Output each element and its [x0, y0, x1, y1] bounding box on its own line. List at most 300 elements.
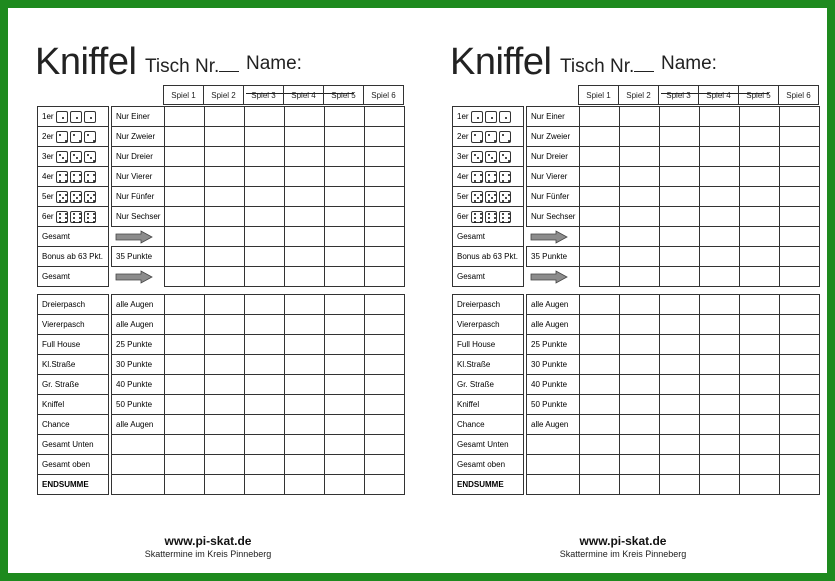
- score-cell[interactable]: [699, 146, 740, 167]
- score-cell[interactable]: [739, 354, 780, 375]
- score-cell[interactable]: [619, 394, 660, 415]
- score-cell[interactable]: [284, 186, 325, 207]
- score-cell[interactable]: [779, 414, 820, 435]
- pip: [93, 221, 95, 223]
- score-cell[interactable]: [204, 374, 245, 395]
- pip: [480, 174, 482, 176]
- score-cell[interactable]: [699, 246, 740, 267]
- score-cell[interactable]: [164, 186, 205, 207]
- pip: [65, 213, 67, 215]
- score-cell[interactable]: [284, 474, 325, 495]
- score-cell[interactable]: [579, 434, 620, 455]
- score-row: [37, 374, 405, 395]
- score-cell[interactable]: [739, 106, 780, 127]
- score-cell[interactable]: [579, 106, 620, 127]
- row-label: [452, 474, 524, 495]
- score-cell[interactable]: [284, 314, 325, 335]
- score-cell[interactable]: [364, 126, 405, 147]
- score-cell[interactable]: [619, 374, 660, 395]
- score-row: [452, 294, 820, 315]
- score-cell[interactable]: [204, 474, 245, 495]
- score-cell[interactable]: [284, 206, 325, 227]
- score-cell[interactable]: [164, 246, 205, 267]
- row-label: [452, 394, 524, 415]
- score-cell[interactable]: [324, 166, 365, 187]
- score-cell[interactable]: [244, 314, 285, 335]
- score-cell[interactable]: [244, 334, 285, 355]
- score-cell[interactable]: [364, 434, 405, 455]
- score-cell[interactable]: [244, 106, 285, 127]
- score-cell[interactable]: [779, 354, 820, 375]
- score-cell[interactable]: [164, 166, 205, 187]
- row-label-text: 1er: [457, 112, 469, 121]
- score-cell[interactable]: [699, 126, 740, 147]
- score-cell[interactable]: [739, 146, 780, 167]
- pip: [494, 200, 496, 202]
- score-cell[interactable]: [244, 266, 285, 287]
- score-cell[interactable]: [284, 146, 325, 167]
- score-cell[interactable]: [579, 246, 620, 267]
- score-cell[interactable]: [204, 126, 245, 147]
- score-cell[interactable]: [284, 126, 325, 147]
- die-2-icon: [471, 131, 483, 143]
- pip: [65, 180, 67, 182]
- score-cell[interactable]: [204, 354, 245, 375]
- score-cell[interactable]: [659, 206, 700, 227]
- score-cell[interactable]: [699, 166, 740, 187]
- score-cell[interactable]: [779, 226, 820, 247]
- score-cell[interactable]: [579, 294, 620, 315]
- score-cell[interactable]: [699, 106, 740, 127]
- score-cell[interactable]: [244, 374, 285, 395]
- score-cell[interactable]: [324, 334, 365, 355]
- score-cell[interactable]: [284, 374, 325, 395]
- score-cell[interactable]: [204, 226, 245, 247]
- score-cell[interactable]: [579, 226, 620, 247]
- score-cell[interactable]: [164, 146, 205, 167]
- score-cell[interactable]: [699, 206, 740, 227]
- score-cell[interactable]: [204, 146, 245, 167]
- score-cell[interactable]: [244, 166, 285, 187]
- score-cell[interactable]: [699, 186, 740, 207]
- score-cell[interactable]: [364, 186, 405, 207]
- score-cell[interactable]: [699, 474, 740, 495]
- game-column-header: Spiel 4: [283, 85, 324, 105]
- row-label-text: Bonus ab 63 Pkt.: [42, 252, 103, 261]
- score-cell[interactable]: [619, 126, 660, 147]
- score-cell[interactable]: [364, 354, 405, 375]
- die-1-icon: [485, 111, 497, 123]
- score-cell[interactable]: [659, 434, 700, 455]
- score-cell[interactable]: [324, 394, 365, 415]
- score-cell[interactable]: [619, 474, 660, 495]
- score-cell[interactable]: [284, 266, 325, 287]
- score-cell[interactable]: [324, 146, 365, 167]
- score-cell[interactable]: [244, 474, 285, 495]
- row-label-text: Gesamt: [457, 272, 486, 281]
- score-cell[interactable]: [364, 166, 405, 187]
- score-cell[interactable]: [164, 374, 205, 395]
- score-cell[interactable]: [204, 314, 245, 335]
- score-cell[interactable]: [164, 454, 205, 475]
- die-3-icon: [485, 151, 497, 163]
- score-cell[interactable]: [659, 266, 700, 287]
- score-cell[interactable]: [579, 374, 620, 395]
- row-label: [37, 434, 109, 455]
- score-cell[interactable]: [579, 186, 620, 207]
- score-cell[interactable]: [699, 454, 740, 475]
- score-cell[interactable]: [164, 394, 205, 415]
- score-cell[interactable]: [779, 186, 820, 207]
- score-cell[interactable]: [779, 166, 820, 187]
- score-cell[interactable]: [324, 314, 365, 335]
- score-cell[interactable]: [659, 394, 700, 415]
- score-cell[interactable]: [739, 414, 780, 435]
- score-cell[interactable]: [739, 334, 780, 355]
- score-cell[interactable]: [779, 394, 820, 415]
- score-cell[interactable]: [244, 294, 285, 315]
- score-cell[interactable]: [364, 146, 405, 167]
- score-cell[interactable]: [699, 394, 740, 415]
- pip: [87, 180, 89, 182]
- score-cell[interactable]: [364, 454, 405, 475]
- score-cell[interactable]: [164, 434, 205, 455]
- row-label-text: Chance: [457, 420, 485, 429]
- score-cell[interactable]: [579, 414, 620, 435]
- score-cell[interactable]: [364, 246, 405, 267]
- pip: [508, 194, 510, 196]
- row-description-text: Nur Dreier: [531, 152, 568, 161]
- score-cell[interactable]: [619, 226, 660, 247]
- score-cell[interactable]: [619, 354, 660, 375]
- score-cell[interactable]: [579, 314, 620, 335]
- score-cell[interactable]: [364, 414, 405, 435]
- score-cell[interactable]: [699, 354, 740, 375]
- die-4-icon: [70, 171, 82, 183]
- score-cell[interactable]: [164, 206, 205, 227]
- row-description-text: 35 Punkte: [531, 252, 568, 261]
- score-cell[interactable]: [779, 126, 820, 147]
- pip: [90, 157, 92, 159]
- score-cell[interactable]: [779, 374, 820, 395]
- score-cell[interactable]: [779, 314, 820, 335]
- tisch-input-line[interactable]: [634, 53, 654, 72]
- score-cell[interactable]: [244, 226, 285, 247]
- footer-url[interactable]: www.pi-skat.de: [164, 534, 252, 548]
- score-cell[interactable]: [619, 314, 660, 335]
- score-cell[interactable]: [699, 334, 740, 355]
- score-cell[interactable]: [324, 454, 365, 475]
- score-cell[interactable]: [164, 226, 205, 247]
- score-cell[interactable]: [284, 106, 325, 127]
- score-cell[interactable]: [284, 414, 325, 435]
- die-4-icon: [485, 171, 497, 183]
- score-cell[interactable]: [164, 334, 205, 355]
- score-cell[interactable]: [204, 454, 245, 475]
- die-3-icon: [70, 151, 82, 163]
- row-label-text: Bonus ab 63 Pkt.: [457, 252, 518, 261]
- row-label-text: 1er: [42, 112, 54, 121]
- pip: [90, 197, 92, 199]
- score-cell[interactable]: [739, 126, 780, 147]
- score-cell[interactable]: [284, 354, 325, 375]
- row-description-text: Nur Fünfer: [531, 192, 570, 201]
- score-cell[interactable]: [364, 106, 405, 127]
- score-cell[interactable]: [324, 414, 365, 435]
- score-cell[interactable]: [244, 454, 285, 475]
- score-cell[interactable]: [659, 126, 700, 147]
- score-cell[interactable]: [619, 106, 660, 127]
- score-cell[interactable]: [364, 294, 405, 315]
- score-cell[interactable]: [779, 106, 820, 127]
- score-cell[interactable]: [364, 334, 405, 355]
- score-cell[interactable]: [579, 334, 620, 355]
- die-5-icon: [471, 191, 483, 203]
- score-cell[interactable]: [739, 246, 780, 267]
- row-description: [526, 226, 580, 247]
- row-label-text: Gesamt: [42, 272, 71, 281]
- score-cell[interactable]: [324, 434, 365, 455]
- row-description-text: 40 Punkte: [531, 380, 568, 389]
- score-cell[interactable]: [204, 434, 245, 455]
- score-cell[interactable]: [699, 226, 740, 247]
- score-cell[interactable]: [699, 374, 740, 395]
- pip: [474, 180, 476, 182]
- score-cell[interactable]: [739, 186, 780, 207]
- score-cell[interactable]: [324, 374, 365, 395]
- score-cell[interactable]: [739, 294, 780, 315]
- score-cell[interactable]: [699, 294, 740, 315]
- arrow-right-icon: [530, 270, 568, 284]
- score-row: [37, 246, 405, 267]
- score-cell[interactable]: [204, 106, 245, 127]
- die-3-icon: [499, 151, 511, 163]
- score-cell[interactable]: [324, 126, 365, 147]
- score-cell[interactable]: [779, 474, 820, 495]
- score-cell[interactable]: [699, 314, 740, 335]
- row-label: [37, 186, 109, 207]
- score-cell[interactable]: [284, 166, 325, 187]
- score-cell[interactable]: [779, 454, 820, 475]
- score-cell[interactable]: [619, 334, 660, 355]
- score-cell[interactable]: [739, 166, 780, 187]
- score-cell[interactable]: [659, 226, 700, 247]
- score-cell[interactable]: [619, 454, 660, 475]
- score-cell[interactable]: [164, 474, 205, 495]
- score-cell[interactable]: [659, 414, 700, 435]
- score-cell[interactable]: [579, 166, 620, 187]
- score-cell[interactable]: [324, 474, 365, 495]
- score-cell[interactable]: [164, 126, 205, 147]
- score-cell[interactable]: [619, 266, 660, 287]
- score-cell[interactable]: [739, 266, 780, 287]
- score-cell[interactable]: [619, 294, 660, 315]
- score-cell[interactable]: [244, 126, 285, 147]
- score-cell[interactable]: [324, 354, 365, 375]
- score-cell[interactable]: [739, 394, 780, 415]
- score-cell[interactable]: [659, 454, 700, 475]
- score-cell[interactable]: [204, 246, 245, 267]
- row-label-text: Kl.Straße: [457, 360, 491, 369]
- score-cell[interactable]: [324, 246, 365, 267]
- score-cell[interactable]: [659, 374, 700, 395]
- score-cell[interactable]: [284, 454, 325, 475]
- score-cell[interactable]: [739, 314, 780, 335]
- die-3-icon: [471, 151, 483, 163]
- score-cell[interactable]: [284, 294, 325, 315]
- row-description: [526, 126, 580, 147]
- score-cell[interactable]: [244, 206, 285, 227]
- score-cell[interactable]: [619, 146, 660, 167]
- score-cell[interactable]: [779, 146, 820, 167]
- score-cell[interactable]: [244, 354, 285, 375]
- score-cell[interactable]: [244, 246, 285, 267]
- score-cell[interactable]: [619, 166, 660, 187]
- pip: [502, 154, 504, 156]
- row-description: [111, 226, 165, 247]
- score-cell[interactable]: [619, 434, 660, 455]
- score-row: [37, 334, 405, 355]
- score-cell[interactable]: [324, 106, 365, 127]
- score-cell[interactable]: [579, 454, 620, 475]
- score-cell[interactable]: [659, 314, 700, 335]
- score-cell[interactable]: [659, 294, 700, 315]
- score-cell[interactable]: [204, 206, 245, 227]
- score-cell[interactable]: [739, 474, 780, 495]
- pip: [494, 140, 496, 142]
- score-cell[interactable]: [244, 434, 285, 455]
- score-cell[interactable]: [739, 454, 780, 475]
- score-cell[interactable]: [284, 434, 325, 455]
- row-label: [452, 106, 524, 127]
- score-cell[interactable]: [779, 294, 820, 315]
- score-cell[interactable]: [739, 226, 780, 247]
- pip: [65, 160, 67, 162]
- score-cell[interactable]: [204, 334, 245, 355]
- score-cell[interactable]: [204, 186, 245, 207]
- score-cell[interactable]: [659, 354, 700, 375]
- score-cell[interactable]: [364, 314, 405, 335]
- score-cell[interactable]: [244, 394, 285, 415]
- pip: [477, 157, 479, 159]
- score-cell[interactable]: [779, 246, 820, 267]
- score-cell[interactable]: [324, 226, 365, 247]
- score-cell[interactable]: [164, 314, 205, 335]
- pip: [480, 213, 482, 215]
- score-cell[interactable]: [364, 206, 405, 227]
- pip: [480, 140, 482, 142]
- score-cell[interactable]: [659, 334, 700, 355]
- score-cell[interactable]: [579, 266, 620, 287]
- score-cell[interactable]: [204, 394, 245, 415]
- footer-url[interactable]: www.pi-skat.de: [579, 534, 667, 548]
- row-description-text: alle Augen: [531, 320, 569, 329]
- score-cell[interactable]: [659, 474, 700, 495]
- score-cell[interactable]: [364, 474, 405, 495]
- score-cell[interactable]: [164, 266, 205, 287]
- score-cell[interactable]: [284, 226, 325, 247]
- score-cell[interactable]: [324, 206, 365, 227]
- row-label-text: ENDSUMME: [457, 480, 504, 489]
- score-cell[interactable]: [579, 394, 620, 415]
- score-cell[interactable]: [659, 106, 700, 127]
- score-cell[interactable]: [699, 266, 740, 287]
- die-1-icon: [471, 111, 483, 123]
- score-cell[interactable]: [579, 146, 620, 167]
- score-cell[interactable]: [164, 354, 205, 375]
- score-cell[interactable]: [779, 206, 820, 227]
- score-cell[interactable]: [244, 414, 285, 435]
- score-cell[interactable]: [739, 434, 780, 455]
- pip: [79, 221, 81, 223]
- score-cell[interactable]: [164, 414, 205, 435]
- score-cell[interactable]: [244, 146, 285, 167]
- pip: [505, 117, 507, 119]
- score-cell[interactable]: [204, 414, 245, 435]
- score-cell[interactable]: [619, 186, 660, 207]
- score-cell[interactable]: [164, 106, 205, 127]
- score-cell[interactable]: [579, 126, 620, 147]
- score-cell[interactable]: [284, 334, 325, 355]
- score-cell[interactable]: [244, 186, 285, 207]
- score-cell[interactable]: [164, 294, 205, 315]
- score-cell[interactable]: [739, 374, 780, 395]
- score-cell[interactable]: [579, 354, 620, 375]
- score-cell[interactable]: [579, 206, 620, 227]
- score-cell[interactable]: [659, 166, 700, 187]
- score-cell[interactable]: [739, 206, 780, 227]
- tisch-input-line[interactable]: [219, 53, 239, 72]
- score-cell[interactable]: [284, 246, 325, 267]
- score-cell[interactable]: [619, 414, 660, 435]
- pip: [79, 194, 81, 196]
- row-description-text: alle Augen: [531, 420, 569, 429]
- row-description-text: alle Augen: [531, 300, 569, 309]
- score-cell[interactable]: [364, 226, 405, 247]
- pip: [79, 140, 81, 142]
- arrow-right-icon: [530, 230, 568, 244]
- score-cell[interactable]: [324, 186, 365, 207]
- score-cell[interactable]: [619, 206, 660, 227]
- pip: [73, 217, 75, 219]
- score-cell[interactable]: [779, 434, 820, 455]
- die-4-icon: [56, 171, 68, 183]
- score-cell[interactable]: [699, 434, 740, 455]
- score-cell[interactable]: [364, 374, 405, 395]
- pip: [502, 221, 504, 223]
- score-cell[interactable]: [699, 414, 740, 435]
- die-1-icon: [70, 111, 82, 123]
- score-cell[interactable]: [204, 266, 245, 287]
- score-cell[interactable]: [324, 266, 365, 287]
- score-cell[interactable]: [779, 334, 820, 355]
- score-cell[interactable]: [659, 146, 700, 167]
- score-cell[interactable]: [659, 246, 700, 267]
- score-row: [452, 106, 820, 127]
- score-cell[interactable]: [324, 294, 365, 315]
- score-cell[interactable]: [364, 394, 405, 415]
- score-cell[interactable]: [619, 246, 660, 267]
- score-cell[interactable]: [659, 186, 700, 207]
- score-cell[interactable]: [204, 294, 245, 315]
- score-cell[interactable]: [779, 266, 820, 287]
- die-4-icon: [499, 171, 511, 183]
- score-cell[interactable]: [364, 266, 405, 287]
- score-cell[interactable]: [204, 166, 245, 187]
- score-cell[interactable]: [579, 474, 620, 495]
- row-description: [111, 354, 165, 375]
- score-cell[interactable]: [284, 394, 325, 415]
